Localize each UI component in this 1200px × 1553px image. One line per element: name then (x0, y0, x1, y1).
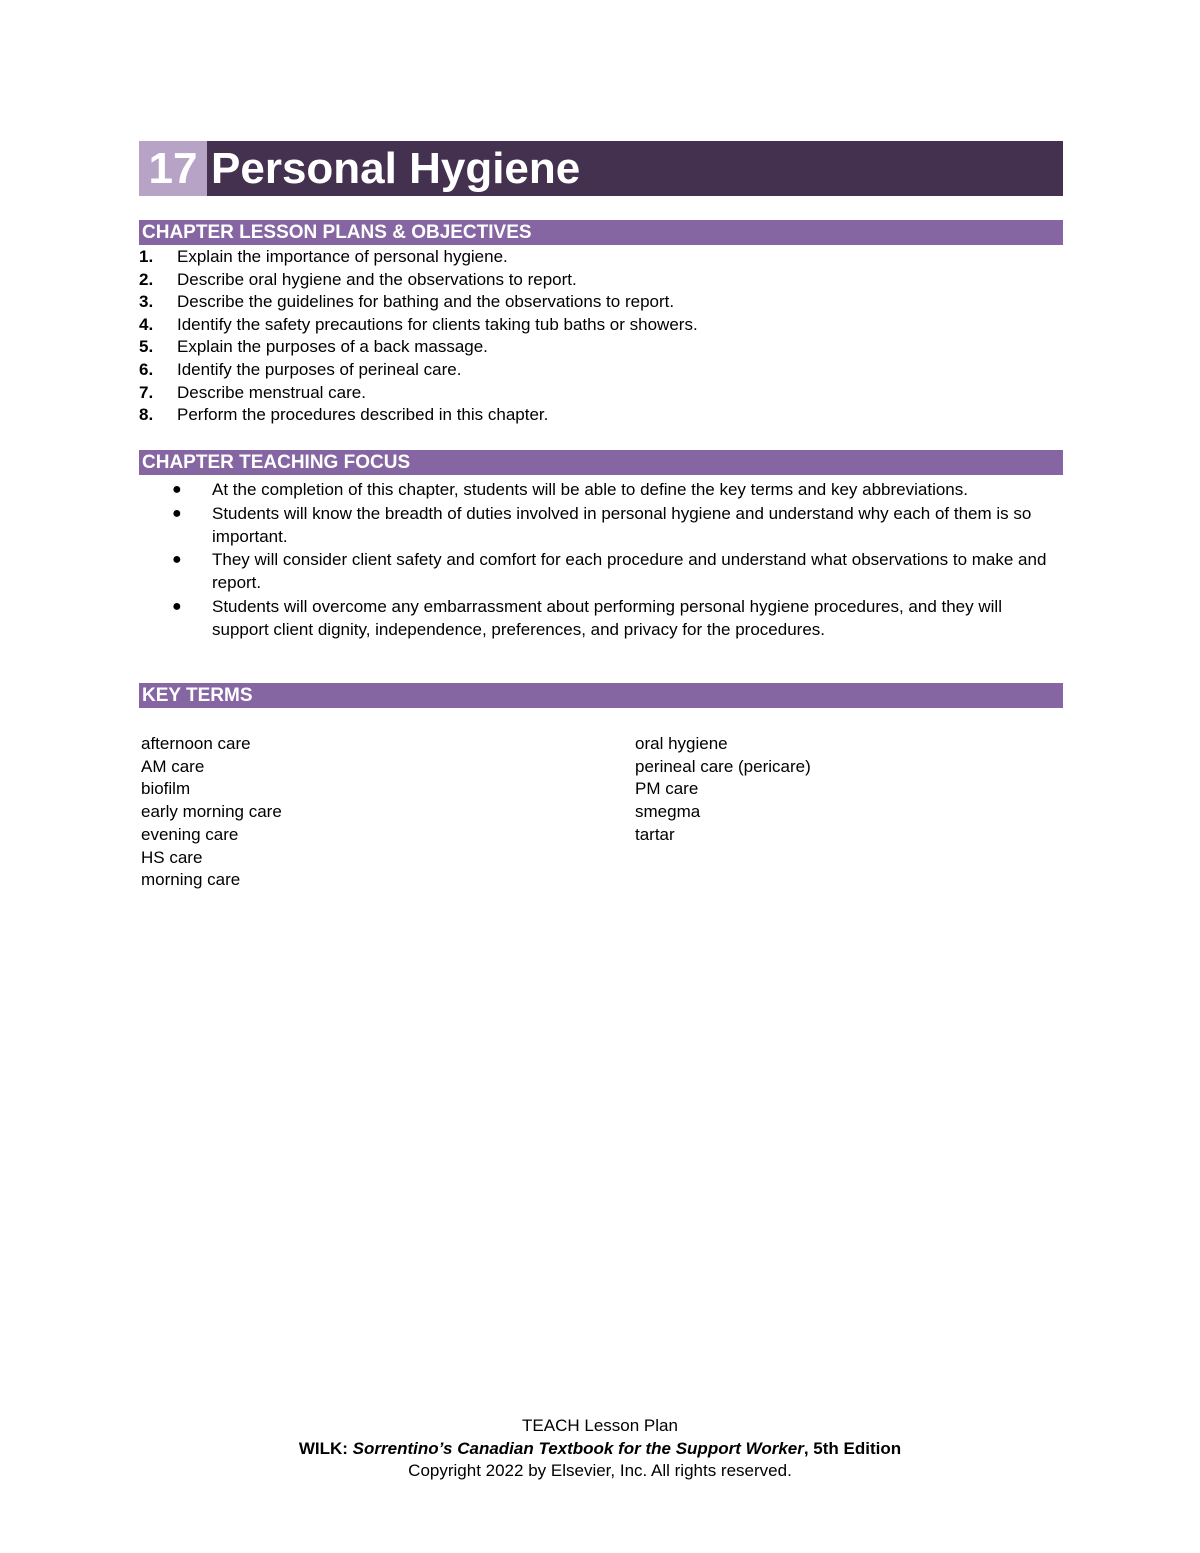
item-number: 1. (139, 247, 154, 266)
item-number: 8. (139, 405, 154, 425)
key-term: evening care (141, 824, 239, 844)
list-item (139, 269, 1063, 292)
focus-list (172, 478, 1062, 641)
item-text: Students will know the breadth of duties involved in personal hygiene and understand why each of them is so important. (212, 503, 1032, 546)
key-term: HS care (141, 847, 203, 867)
key-term: morning care (141, 870, 241, 890)
item-text: Identify the purposes of perineal care. (177, 359, 462, 379)
footer-book-title: Sorrentino’s Canadian Textbook for the Support Worker (352, 1438, 804, 1458)
bullet-icon: ● (172, 551, 182, 568)
footer-copyright: Copyright 2022 by Elsevier, Inc. All rights reserved. (408, 1461, 792, 1480)
item-number: 5. (139, 337, 154, 357)
key-term: early morning care (141, 802, 282, 822)
list-item (172, 502, 1062, 548)
item-text: Describe the guidelines for bathing and the observations to report. (177, 292, 675, 312)
chapter-number: 17 (139, 141, 207, 196)
item-number: 2. (139, 269, 154, 289)
item-text: They will consider client safety and comfort for each procedure and understand what observations to make and report. (212, 550, 1047, 592)
key-term: perineal care (pericare) (635, 756, 811, 776)
item-number: 3. (139, 292, 154, 312)
list-item (139, 382, 1063, 405)
key-term: PM care (635, 779, 699, 799)
list-item (139, 291, 1063, 314)
item-number: 4. (139, 314, 154, 334)
list-item (172, 595, 1062, 641)
list-item (139, 314, 1063, 337)
list-item (139, 336, 1063, 359)
key-term: smegma (635, 802, 701, 822)
key-terms-right (635, 733, 811, 847)
item-number: 7. (139, 382, 154, 402)
item-number: 6. (139, 359, 154, 379)
objectives-heading: CHAPTER LESSON PLANS & OBJECTIVES (139, 220, 1063, 245)
item-text: Describe oral hygiene and the observations to report. (177, 269, 577, 289)
key-term: AM care (141, 756, 205, 776)
footer-citation (0, 1438, 1200, 1461)
item-text: Explain the purposes of a back massage. (177, 337, 488, 357)
chapter-title: Personal Hygiene (211, 144, 581, 193)
objectives-list (139, 246, 1063, 427)
list-item (172, 478, 1062, 501)
item-text: At the completion of this chapter, students will be able to define the key terms and key abbreviations. (212, 480, 968, 499)
list-item (139, 246, 1063, 269)
item-text: Explain the importance of personal hygiene. (177, 247, 508, 266)
item-text: Students will overcome any embarrassment about performing personal hygiene procedures, and they will support client dignity, independence, preferences, and privacy for the procedures. (212, 596, 1002, 639)
page-footer (0, 1415, 1200, 1483)
list-item (172, 548, 1062, 594)
item-text: Identify the safety precautions for clients taking tub baths or showers. (177, 314, 698, 334)
bullet-icon: ● (172, 504, 182, 522)
footer-edition: , 5th Edition (803, 1438, 902, 1458)
key-terms-left (141, 733, 282, 892)
footer-author: WILK: (298, 1438, 348, 1458)
focus-heading: CHAPTER TEACHING FOCUS (139, 450, 1063, 475)
chapter-header (139, 141, 1063, 196)
footer-line: TEACH Lesson Plan (522, 1416, 678, 1435)
key-term: biofilm (141, 779, 191, 799)
key-term: tartar (635, 824, 675, 844)
bullet-icon: ● (172, 597, 182, 615)
item-text: Perform the procedures described in this chapter. (177, 405, 549, 425)
item-text: Describe menstrual care. (177, 382, 366, 402)
key-terms-heading: KEY TERMS (139, 683, 1063, 708)
bullet-icon: ● (172, 481, 182, 498)
key-term: afternoon care (141, 734, 251, 753)
list-item (139, 404, 1063, 427)
list-item (139, 359, 1063, 382)
key-term: oral hygiene (635, 734, 728, 753)
